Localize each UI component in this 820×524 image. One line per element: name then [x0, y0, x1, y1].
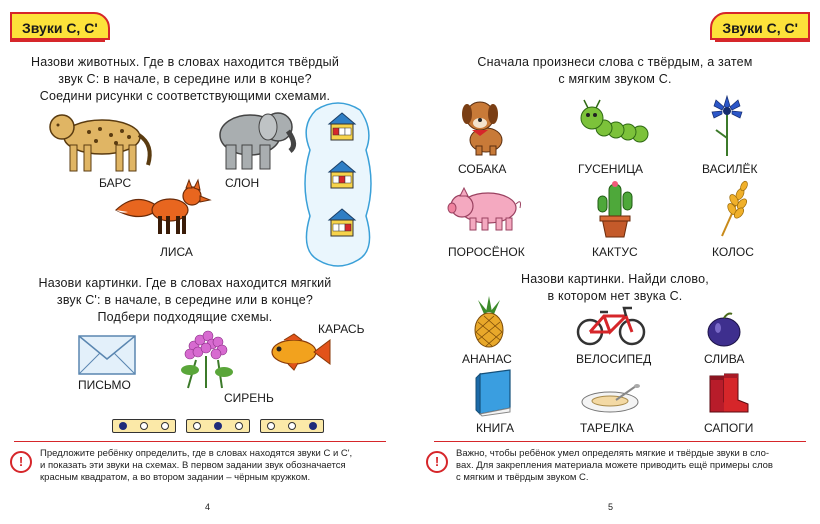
dot-last: [309, 422, 317, 430]
dot-scheme-1: [112, 419, 176, 433]
label-kaktus: КАКТУС: [592, 245, 638, 259]
pineapple-picture: [468, 296, 510, 348]
pig-picture: [448, 186, 524, 232]
task-2-line-1: Назови картинки. Где в словах находится мягкий: [38, 276, 332, 290]
circle-empty: [193, 422, 201, 430]
label-gusenica: ГУСЕНИЦА: [578, 162, 643, 176]
dot-scheme-2: [186, 419, 250, 433]
note-line-3: с мягким и твёрдым звуком С.: [456, 472, 589, 483]
page-number: 4: [205, 502, 211, 512]
task-1-line-1: Назови животных. Где в словах находится твёрдый: [30, 55, 340, 69]
circle-empty: [140, 422, 148, 430]
label-karas: КАРАСЬ: [318, 322, 365, 336]
label-vasilek: ВАСИЛЁК: [702, 162, 758, 176]
task-2-line-2: звук С': в начале, в середине или в конце?: [56, 293, 314, 307]
dot-scheme-3: [260, 419, 324, 433]
circle-empty: [161, 422, 169, 430]
title-underline: [715, 40, 810, 42]
task-4-line-2: в котором нет звука С.: [547, 289, 683, 303]
task-1-text: [20, 54, 350, 105]
plate-picture: [580, 384, 642, 414]
title-underline: [10, 40, 105, 42]
page-title: Звуки С, С': [10, 12, 110, 40]
label-porosenok: ПОРОСЁНОК: [448, 245, 525, 259]
caterpillar-picture: [578, 100, 652, 144]
task-4-line-1: Назови картинки. Найди слово,: [521, 272, 709, 286]
label-kniga: КНИГА: [476, 421, 514, 435]
note-line-1: Предложите ребёнку определить, где в словах находятся звуки С и С',: [40, 448, 353, 459]
task-3-text: [450, 54, 780, 88]
bicycle-picture: [576, 304, 646, 346]
label-ananas: АНАНАС: [462, 352, 512, 366]
label-pismo: ПИСЬМО: [78, 378, 131, 392]
dot-middle: [214, 422, 222, 430]
note-line-2: вах. Для закрепления материала можете приводить ещё примеры слов: [456, 460, 773, 471]
parent-note: [456, 448, 806, 484]
task-1-line-3: Соедини рисунки с соответствующими схемами.: [39, 89, 331, 103]
parent-note: [40, 448, 390, 484]
label-velosiped: ВЕЛОСИПЕД: [576, 352, 652, 366]
task-2-text: [20, 275, 350, 326]
label-lisa: ЛИСА: [160, 245, 193, 259]
note-line-1: Важно, чтобы ребёнок умел определять мягкие и твёрдые звуки в сло-: [456, 448, 770, 459]
cactus-picture: [596, 180, 634, 238]
circle-empty: [235, 422, 243, 430]
plum-picture: [706, 312, 742, 348]
envelope-picture: [78, 335, 136, 375]
dot-first: [119, 422, 127, 430]
leopard-picture: [44, 105, 156, 175]
house-scheme-1: [328, 112, 356, 142]
task-3-line-1: Сначала произнеси слова с твёрдым, а затем: [477, 55, 753, 69]
fox-picture: [112, 180, 212, 238]
note-line-3: красным квадратом, а во втором задании – чёрным кружком.: [40, 472, 311, 483]
label-siren: СИРЕНЬ: [224, 391, 274, 405]
dog-picture: [458, 96, 510, 156]
house-scheme-3: [328, 208, 356, 238]
page-number: 5: [608, 502, 614, 512]
task-2-line-3: Подбери подходящие схемы.: [97, 310, 273, 324]
label-bars: БАРС: [99, 176, 132, 190]
label-sapogi: САПОГИ: [704, 421, 754, 435]
label-tarelka: ТАРЕЛКА: [580, 421, 634, 435]
label-slon: СЛОН: [225, 176, 260, 190]
right-page: [410, 0, 820, 524]
note-divider: [434, 441, 806, 442]
note-line-2: и показать эти звуки на схемах. В первом задании звук обозначается: [40, 460, 346, 471]
task-1-line-2: звук С: в начале, в середине или в конце?: [58, 72, 312, 86]
book-picture: [474, 370, 514, 416]
circle-empty: [288, 422, 296, 430]
label-kolos: КОЛОС: [712, 245, 754, 259]
boots-picture: [706, 372, 750, 414]
exclamation-icon: !: [10, 451, 32, 473]
note-divider: [14, 441, 386, 442]
wheat-picture: [716, 180, 752, 238]
elephant-picture: [208, 105, 298, 171]
house-scheme-2: [328, 160, 356, 190]
task-3-line-2: с мягким звуком С.: [558, 72, 672, 86]
exclamation-icon: !: [426, 451, 448, 473]
label-sliva: СЛИВА: [704, 352, 745, 366]
fish-picture: [266, 332, 332, 370]
lilac-picture: [176, 330, 238, 390]
cornflower-picture: [710, 94, 744, 156]
label-sobaka: СОБАКА: [458, 162, 507, 176]
page-title: Звуки С, С': [710, 12, 810, 40]
circle-empty: [267, 422, 275, 430]
